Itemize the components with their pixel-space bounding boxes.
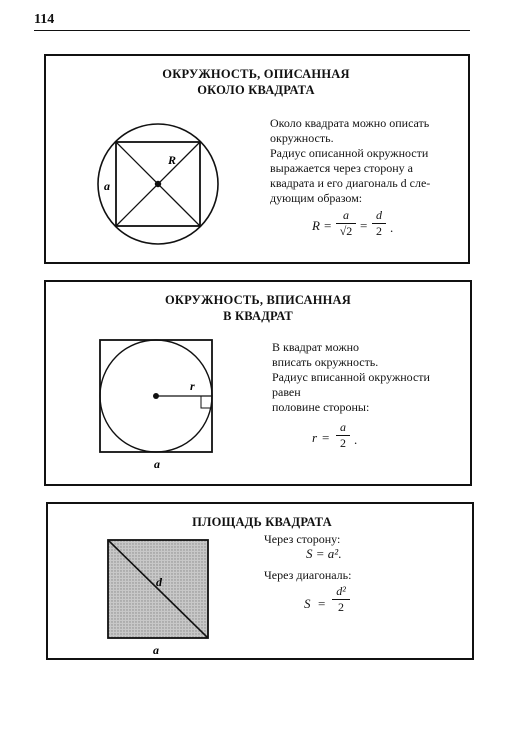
formula-eq-2: =: [360, 218, 368, 233]
formula-end: .: [354, 432, 358, 447]
panel-circumscribed-circle: [44, 54, 470, 264]
title-line-1: ОКРУЖНОСТЬ, ОПИСАННАЯ: [162, 67, 350, 81]
panel-text: [270, 116, 430, 206]
fraction-2-den: 2: [376, 224, 382, 238]
formula-lhs: R: [312, 218, 320, 233]
fraction-1-den: √2: [339, 224, 353, 238]
text-line: вписать окружность.: [272, 355, 379, 369]
panel-text: [272, 340, 430, 415]
panel-title: [138, 292, 378, 324]
fraction: [332, 584, 350, 615]
right-angle-mark: [201, 396, 212, 408]
center-point: [153, 393, 159, 399]
formula-eq: =: [324, 218, 332, 233]
formula-end: .: [390, 220, 394, 235]
formula-lhs: r: [312, 430, 318, 445]
text-line: окружность.: [270, 131, 334, 145]
fraction-den: 2: [338, 600, 344, 614]
label-a: a: [154, 457, 160, 471]
label-r: r: [190, 379, 195, 393]
label-a: a: [153, 643, 159, 657]
formula-eq: =: [322, 430, 330, 445]
fraction-2: [372, 208, 386, 239]
text-line: квадрата и его диагональ d сле-: [270, 176, 431, 190]
panel-title: [142, 514, 382, 530]
side-formula: [306, 546, 341, 562]
fraction-num: d²: [332, 584, 350, 600]
label-a: a: [104, 179, 110, 193]
title: ПЛОЩАДЬ КВАДРАТА: [192, 515, 332, 529]
text-line: Около квадрата можно описать: [270, 116, 430, 130]
title-line-2: ОКОЛО КВАДРАТА: [197, 83, 315, 97]
side-formula-end: .: [338, 546, 342, 561]
formula-r: [312, 420, 372, 456]
diag-formula: [304, 584, 364, 624]
inscribed-diagram: [100, 340, 220, 480]
fraction-1: [336, 208, 356, 239]
fraction-2-num: d: [372, 208, 386, 224]
formula-lhs: S: [304, 596, 311, 611]
fraction-num: a: [336, 420, 350, 436]
text-line: Радиус описанной окружности: [270, 146, 429, 160]
text-line: половине стороны:: [272, 400, 370, 414]
panel-square-area: [46, 502, 474, 660]
formula-eq: =: [318, 596, 326, 611]
label-R: R: [168, 153, 177, 167]
text-line: Радиус вписанной окружности: [272, 370, 430, 384]
text-line: выражается через сторону a: [270, 161, 413, 175]
label-d: d: [156, 575, 162, 589]
title-line-2: В КВАДРАТ: [223, 309, 293, 323]
area-diagram: [108, 540, 228, 670]
text-line: равен: [272, 385, 301, 399]
formula-R: [312, 208, 422, 248]
panel-title: [136, 66, 376, 98]
text-line: дующим образом:: [270, 191, 363, 205]
side-formula-text: S = a²: [306, 546, 339, 561]
header-rule: [34, 30, 470, 31]
side-caption: Через сторону:: [264, 532, 341, 546]
fraction-1-num: a: [336, 208, 356, 224]
page-number: 114: [34, 12, 55, 27]
panel-inscribed-circle: [44, 280, 472, 486]
text-line: В квадрат можно: [272, 340, 360, 354]
fraction: [336, 420, 350, 451]
fraction-den: 2: [340, 436, 346, 450]
center-point: [155, 181, 161, 187]
circumscribed-diagram: [96, 120, 226, 250]
title-line-1: ОКРУЖНОСТЬ, ВПИСАННАЯ: [164, 293, 352, 307]
diag-caption: Через диагональ:: [264, 568, 352, 582]
